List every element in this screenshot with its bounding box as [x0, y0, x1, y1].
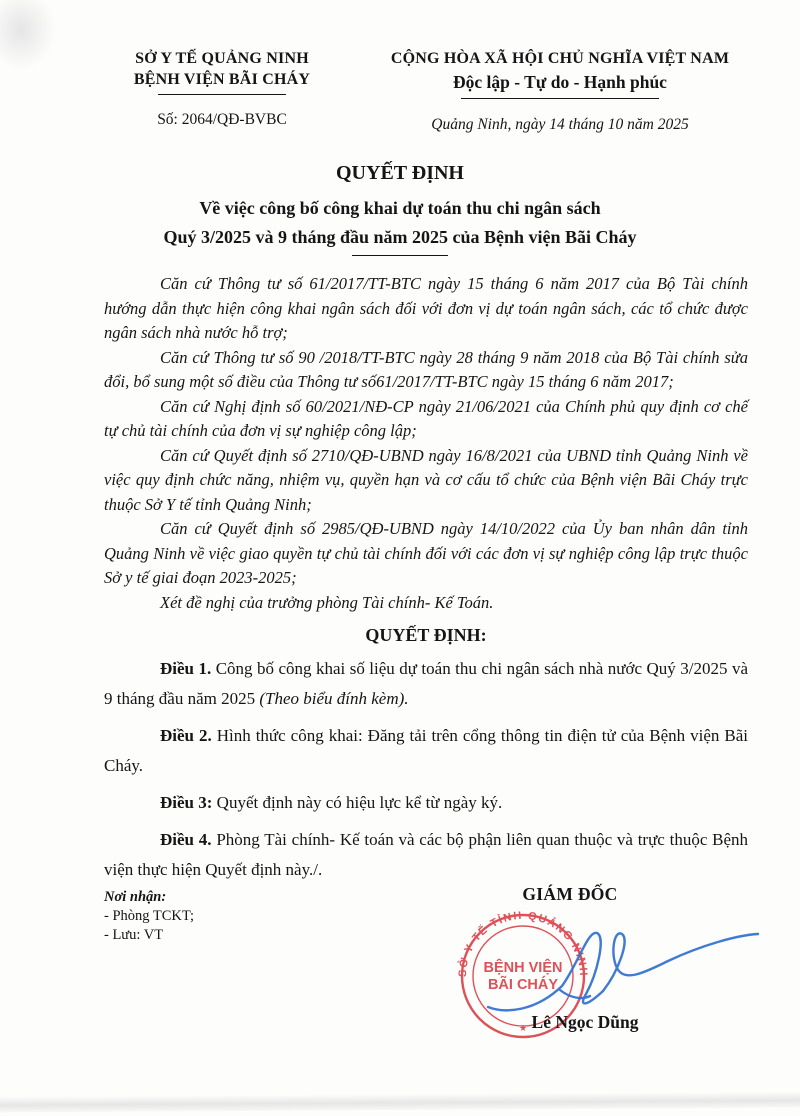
document-subject — [60, 194, 740, 252]
national-motto: Độc lập - Tự do - Hạnh phúc — [453, 72, 667, 92]
recipients-label: Nơi nhận: — [104, 889, 167, 905]
subject-line-1: Về việc công bố công khai dự toán thu chi ngân sách — [199, 198, 601, 218]
scan-smudge — [0, 0, 56, 70]
article-3-text: Quyết định này có hiệu lực kể từ ngày ký. — [216, 793, 503, 812]
decision-heading: QUYẾT ĐỊNH: — [365, 625, 487, 645]
document-title-block — [0, 162, 800, 256]
signer-title: GIÁM ĐỐC — [522, 884, 618, 904]
stamp-center-line1: BỆNH VIỆN — [483, 960, 563, 976]
article-2-text: Hình thức công khai: Đăng tải trên cổng thông tin điện tử của Bệnh viện Bãi Cháy. — [104, 726, 748, 775]
document-number: Số: 2064/QĐ-BVBC — [157, 111, 287, 128]
document-header — [0, 0, 800, 134]
preamble-paragraph: Căn cứ Quyết định số 2710/QĐ-UBND ngày 16/8/2021 của UBND tỉnh Quảng Ninh về việc quy định chức năng, nhiệm vụ, quyền hạn và cơ cấu tổ chức của Bệnh viện Bãi Cháy trực thuộc Sở Y tế tỉnh Quảng Ninh; — [104, 445, 748, 514]
document-type-title: QUYẾT ĐỊNH — [336, 162, 464, 184]
article-4-label: Điều 4. — [160, 830, 212, 849]
subject-line-2: Quý 3/2025 và 9 tháng đầu năm 2025 của Bệnh viện Bãi Cháy — [163, 227, 637, 247]
recipients-block — [104, 888, 194, 945]
signature-stroke — [440, 909, 770, 1024]
article-2-label: Điều 2. — [160, 726, 212, 745]
preamble-paragraph: Căn cứ Thông tư số 61/2017/TT-BTC ngày 15 tháng 6 năm 2017 của Bộ Tài chính hướng dẫn thực hiện công khai ngân sách đối với đơn vị dự toán ngân sách, các tổ chức được ngân sách nhà nước hỗ trợ; — [104, 274, 748, 342]
document-body — [0, 256, 800, 885]
article-1-note: (Theo biểu đính kèm). — [259, 689, 409, 708]
motto-underline — [461, 98, 659, 99]
preamble-paragraph: Xét đề nghị của trưởng phòng Tài chính- Kế Toán. — [160, 592, 494, 612]
place-and-date: Quảng Ninh, ngày 14 tháng 10 năm 2025 — [431, 116, 689, 133]
org-parent-name: SỞ Y TẾ QUẢNG NINH — [135, 50, 309, 67]
national-title: CỘNG HÒA XÃ HỘI CHỦ NGHĨA VIỆT NAM — [390, 50, 730, 67]
recipient-item: - Lưu: VT — [104, 927, 164, 943]
stamp-star-icon: ★ — [518, 1023, 528, 1033]
scan-shadow-band — [0, 1092, 800, 1113]
national-header-block — [356, 50, 764, 134]
issuing-org-block — [88, 50, 356, 134]
preamble-paragraph: Căn cứ Quyết định số 2985/QĐ-UBND ngày 14/10/2022 của Ủy ban nhân dân tỉnh Quảng Ninh về việc giao quyền tự chủ tài chính đối với các đơn vị sự nghiệp công lập trực thuộc Sở y tế giai đoạn 2023-2025; — [104, 519, 748, 587]
signer-name: Lê Ngọc Dũng — [531, 1012, 639, 1032]
recipient-item: - Phòng TCKT; — [104, 908, 194, 924]
preamble-paragraph: Căn cứ Nghị định số 60/2021/NĐ-CP ngày 21/06/2021 của Chính phủ quy định cơ chế tự chủ tài chính của đơn vị sự nghiệp công lập; — [104, 396, 748, 440]
org-underline — [158, 94, 286, 95]
stamp-ring-text: SỞ Y TẾ TỈNH QUẢNG NINH — [457, 909, 589, 978]
article-4-text: Phòng Tài chính- Kế toán và các bộ phận liên quan thuộc và trực thuộc Bệnh viện thực hiện Quyết định này./. — [104, 830, 749, 879]
stamp-center-line2: BÃI CHÁY — [487, 977, 559, 993]
article-4 — [104, 825, 748, 885]
article-3 — [104, 788, 748, 818]
article-3-label: Điều 3: — [160, 793, 213, 812]
article-1-label: Điều 1. — [160, 659, 212, 678]
org-name: BỆNH VIỆN BÃI CHÁY — [133, 71, 311, 88]
article-2 — [104, 721, 748, 781]
preamble-paragraph: Căn cứ Thông tư số 90 /2018/TT-BTC ngày 28 tháng 9 năm 2018 của Bộ Tài chính sửa đổi, bổ sung một số điều của Thông tư số61/2017/TT-BTC ngày 15 tháng 6 năm 2017; — [104, 347, 748, 391]
article-1-text: Công bố công khai số liệu dự toán thu chi ngân sách nhà nước Quý 3/2025 và 9 tháng đầu năm 2025 — [104, 659, 748, 708]
article-1 — [104, 654, 748, 714]
